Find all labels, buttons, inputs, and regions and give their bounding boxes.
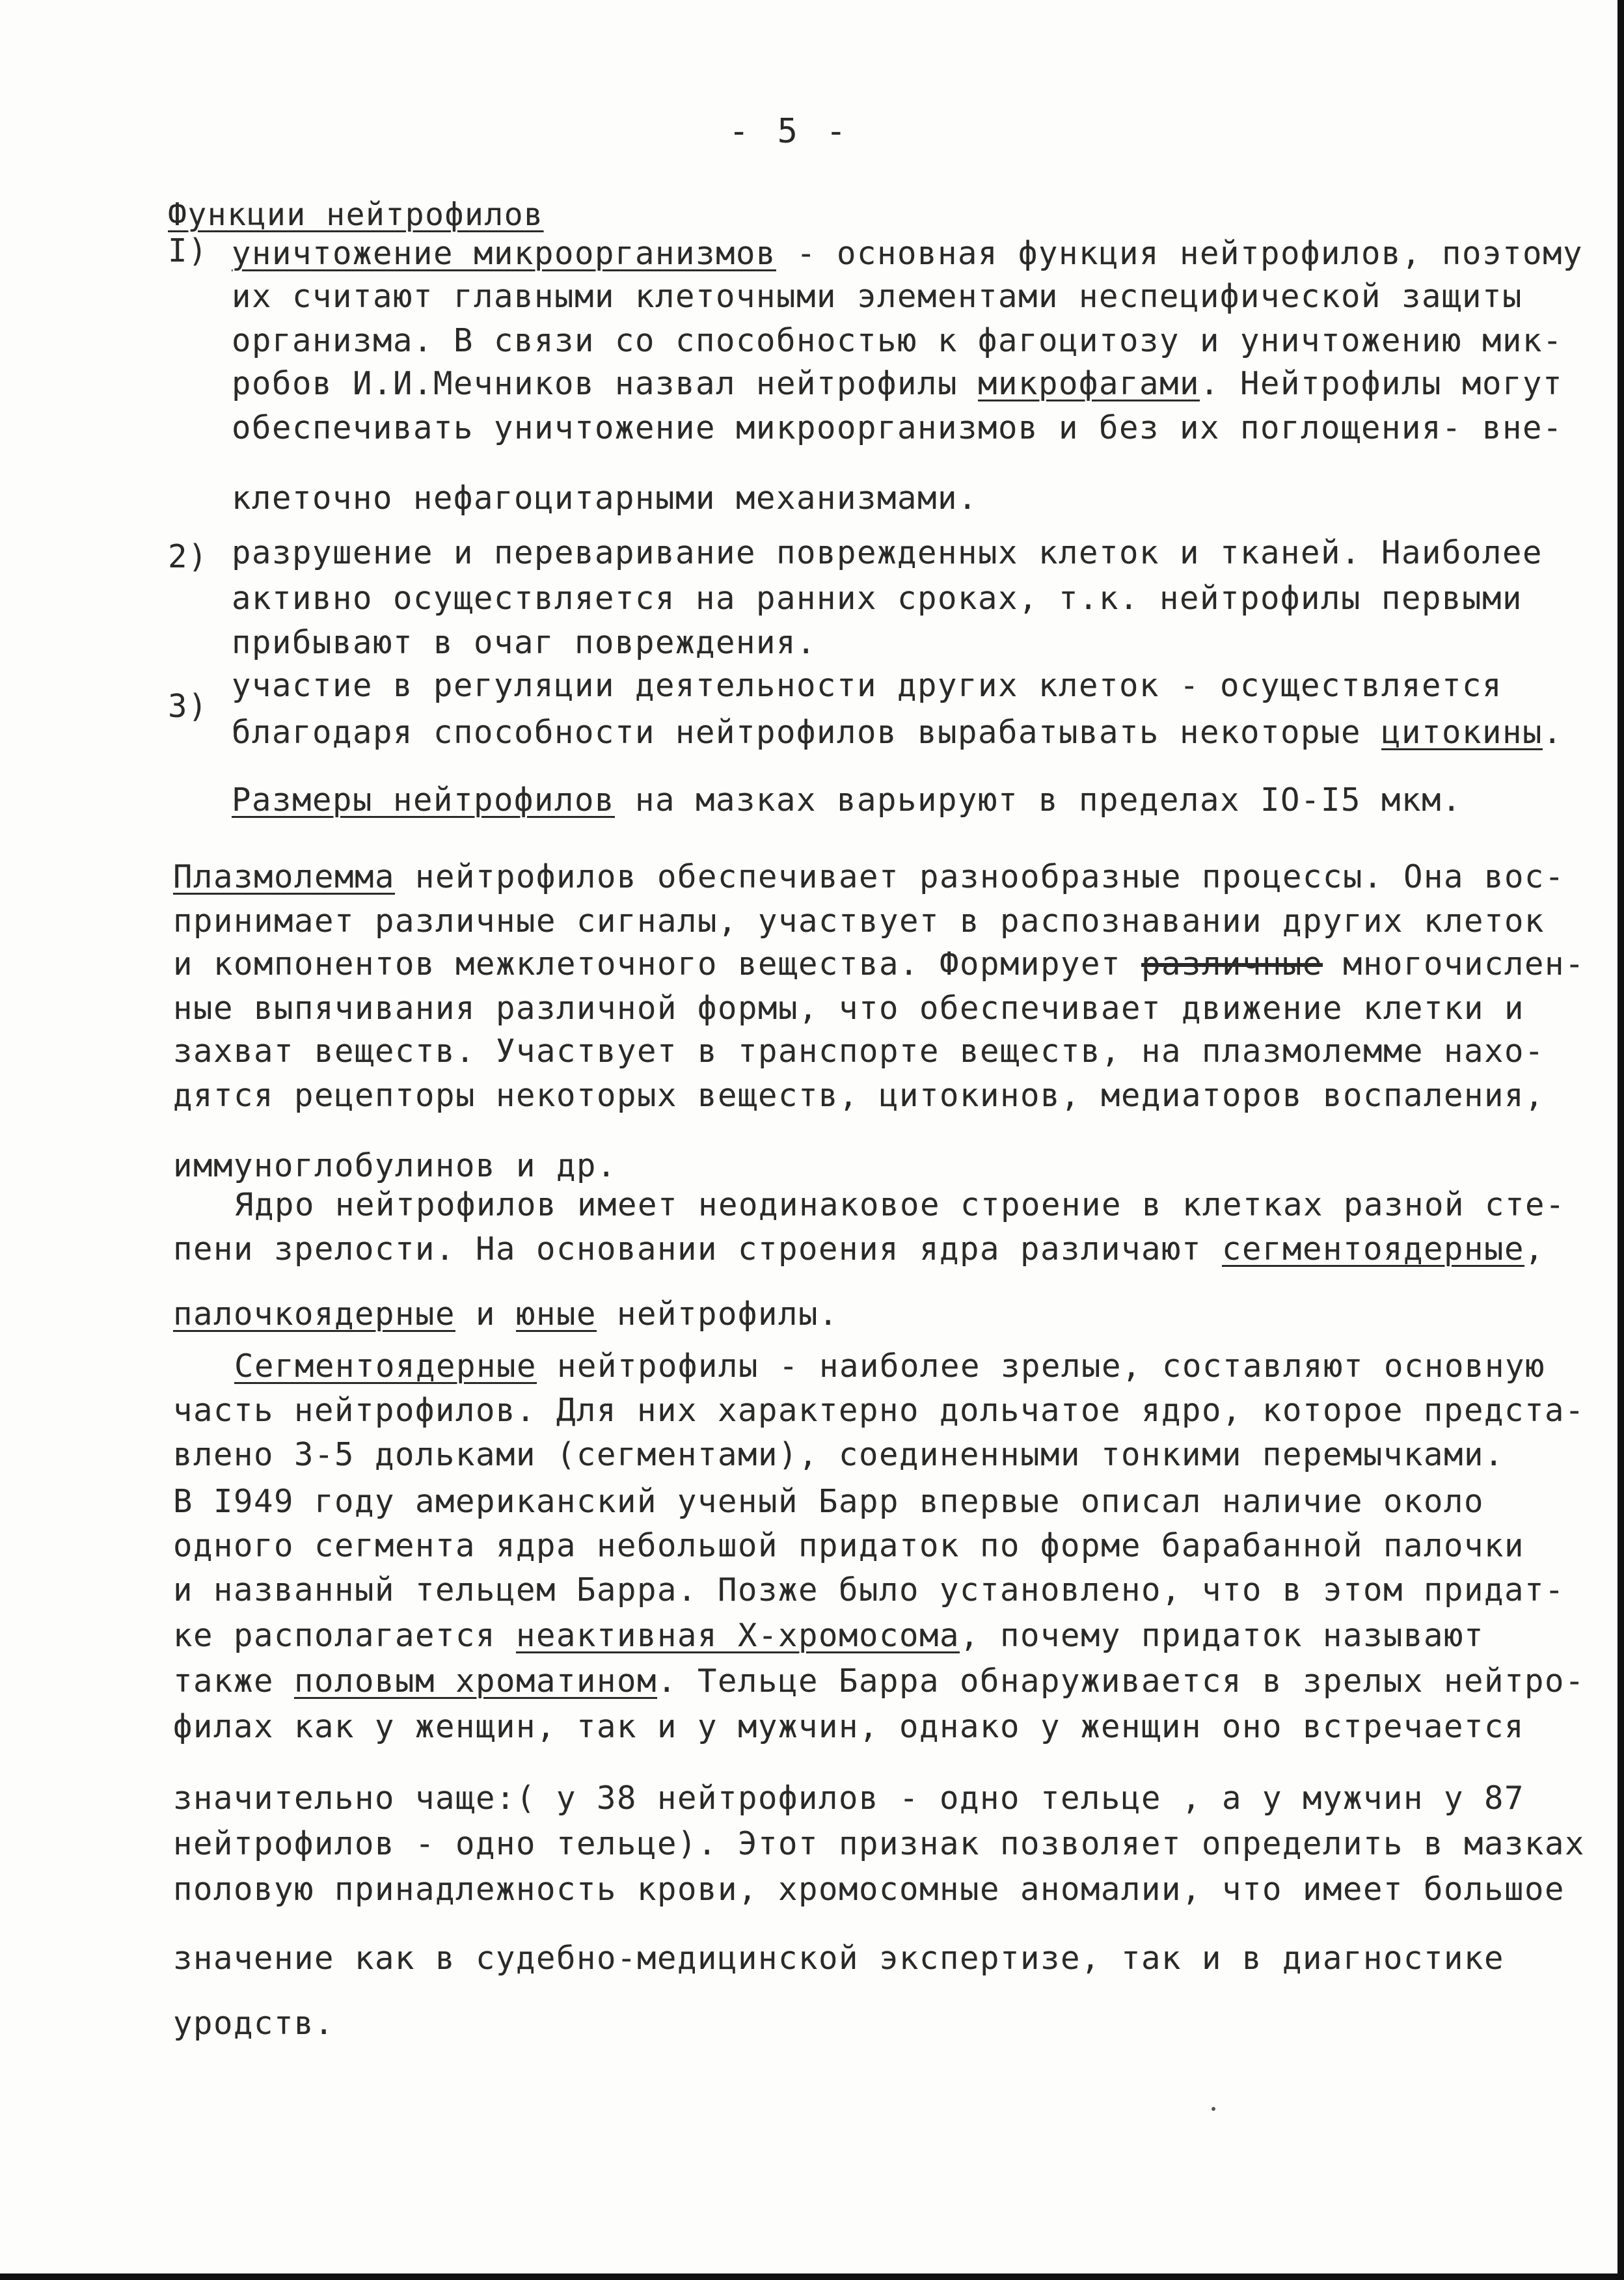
text-line-9: прибывают в очаг повреждения. [232, 624, 817, 661]
text-line-2: их считают главными клеточными элементами неспецифической защиты [232, 278, 1523, 315]
term-inactive-x-chromosome: неактивная Х-хромосома [516, 1617, 960, 1654]
text-line-25: влено 3-5 дольками (сегментами), соединенными тонкими перемычками. [173, 1436, 1505, 1473]
text-line-15: и компонентов межклеточного вещества. Формирует различные многочислен- [173, 945, 1586, 983]
term-cytokines: цитокины [1381, 714, 1543, 751]
text-line-8: активно осуществляется на ранних сроках, т.к. нейтрофилы первыми [232, 580, 1523, 617]
text-line-22: палочкоядерные и юные нейтрофилы. [173, 1296, 839, 1333]
text-line-20: Ядро нейтрофилов имеет неодинаковое строение в клетках разной сте- [234, 1186, 1566, 1223]
text-line-26: В I949 году американский ученый Барр впервые описал наличие около [173, 1483, 1485, 1520]
text-line-34: половую принадлежность крови, хромосомные аномалии, что имеет большое [173, 1871, 1565, 1908]
list-item-2-number: 2) [168, 538, 209, 575]
ink-speck [1211, 2107, 1215, 2111]
text-line-28: и названный тельцем Барра. Позже было установлено, что в этом придат- [173, 1571, 1565, 1608]
list-item-3-number: 3) [168, 688, 209, 725]
text-line-27: одного сегмента ядра небольшой придаток по форме барабанной палочки [173, 1527, 1525, 1564]
section-heading: Функции нейтрофилов [168, 197, 544, 233]
text-line-35: значение как в судебно-медицинской экспертизе, так и в диагностике [173, 1940, 1505, 1977]
text-line-33: нейтрофилов - одно тельце). Этот признак позволяет определить в мазках [173, 1825, 1586, 1862]
term-microorganism-destruction: уничтожение микроорганизмов [232, 235, 777, 272]
text-line-5: обеспечивать уничтожение микроорганизмов и без их поглощения- вне- [232, 409, 1563, 446]
text-line-23: Сегментоядерные нейтрофилы - наиболее зрелые, составляют основную [234, 1348, 1546, 1385]
term-segmented-2: Сегментоядерные [234, 1348, 537, 1385]
text-line-7: разрушение и переваривание поврежденных клеток и тканей. Наиболее [232, 534, 1543, 571]
text-line-4: робов И.И.Мечников назвал нейтрофилы микрофагами. Нейтрофилы могут [232, 365, 1563, 402]
text-line-10: участие в регуляции деятельности других клеток - осуществляется [232, 667, 1503, 704]
page-number: - 5 - [729, 112, 850, 151]
term-microphages: микрофагами [978, 365, 1200, 402]
text-line-29: ке располагается неактивная Х-хромосома, почему придаток называют [173, 1617, 1485, 1654]
term-neutrophil-sizes: Размеры нейтрофилов [232, 781, 616, 819]
term-band: палочкоядерные [173, 1296, 456, 1333]
text-line-14: принимает различные сигналы, участвует в распознавании других клеток [173, 903, 1545, 940]
term-plasmalemma: Плазмолемма [173, 858, 396, 895]
term-juvenile: юные [516, 1296, 597, 1333]
text-line-1: уничтожение микроорганизмов - основная функция нейтрофилов, поэтому [232, 235, 1584, 272]
text-line-13: Плазмолемма нейтрофилов обеспечивает разнообразные процессы. Она вос- [173, 858, 1565, 895]
text-line-16: ные выпячивания различной формы, что обеспечивает движение клетки и [173, 990, 1525, 1027]
text-line-6: клеточно нефагоцитарными механизмами. [232, 480, 979, 517]
text-line-3: организма. В связи со способностью к фагоцитозу и уничтожению мик- [232, 322, 1563, 359]
text-line-21: пени зрелости. На основании строения ядра различают сегментоядерные, [173, 1230, 1545, 1268]
struck-word: различные [1141, 945, 1323, 983]
text-line-36: уродств. [173, 2005, 335, 2042]
term-sex-chromatin: половым хроматином [294, 1663, 658, 1700]
text-line-24: часть нейтрофилов. Для них характерно дольчатое ядро, которое предста- [173, 1392, 1586, 1429]
text-line-12: Размеры нейтрофилов на мазках варьируют в пределах IO-I5 мкм. [232, 781, 1463, 819]
text-line-30: также половым хроматином. Тельце Барра обнаруживается в зрелых нейтро- [173, 1663, 1586, 1700]
text-line-32: значительно чаще:( у 38 нейтрофилов - одно тельце , а у мужчин у 87 [173, 1780, 1525, 1817]
list-item-1-number: I) [168, 232, 209, 269]
text-line-17: захват веществ. Участвует в транспорте веществ, на плазмолемме нахо- [173, 1033, 1545, 1070]
text-line-19: иммуноглобулинов и др. [173, 1147, 617, 1184]
term-segmented: сегментоядерные [1222, 1230, 1525, 1268]
text-line-11: благодаря способности нейтрофилов вырабатывать некоторые цитокины. [232, 714, 1563, 751]
text-line-31: филах как у женщин, так и у мужчин, однако у женщин оно встречается [173, 1708, 1525, 1745]
text-line-18: дятся рецепторы некоторых веществ, цитокинов, медиаторов воспаления, [173, 1077, 1545, 1114]
